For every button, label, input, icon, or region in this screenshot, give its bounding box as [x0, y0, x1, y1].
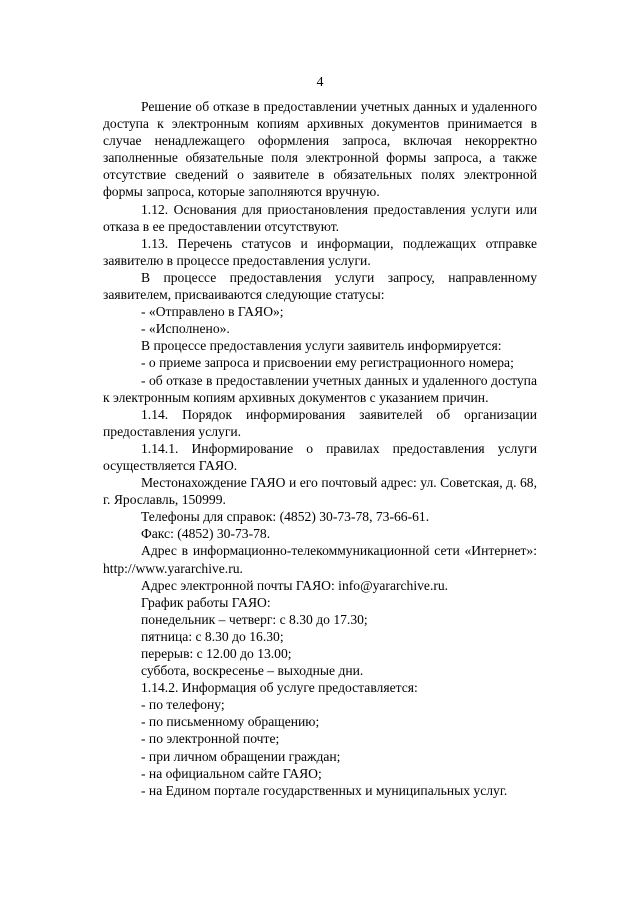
list-item: - на официальном сайте ГАЯО;	[141, 765, 322, 781]
schedule-heading: График работы ГАЯО:	[141, 594, 271, 610]
list-item: - на Едином портале государственных и муниципальных услуг.	[141, 782, 508, 798]
schedule-item: понедельник – четверг: с 8.30 до 17.30;	[141, 611, 368, 627]
list-item: - «Исполнено».	[141, 321, 230, 337]
email-line: Адрес электронной почты ГАЯО: info@yararchive.ru.	[141, 577, 449, 593]
schedule-item: перерыв: с 12.00 до 13.00;	[141, 646, 292, 661]
phone-line: Телефоны для справок: (4852) 30-73-78, 73-66-61.	[141, 509, 430, 525]
page-number: 4	[316, 75, 324, 90]
paragraph: 1.12. Основания для приостановления предоставления услуги или отказа в ее предоставлении отсутствуют.	[103, 201, 537, 234]
list-item: - о приеме запроса и присвоении ему регистрационного номера;	[141, 355, 514, 371]
schedule-item: пятница: с 8.30 до 16.30;	[141, 628, 284, 644]
paragraph: В процессе предоставления услуги запросу, направленному заявителем, присваиваются следующие статусы:	[103, 269, 537, 303]
list-item: - по электронной почте;	[141, 731, 280, 747]
list-item: - по письменному обращению;	[141, 714, 320, 730]
paragraph: 1.14.1. Информирование о правилах предоставления услуги осуществляется ГАЯО.	[103, 440, 537, 473]
list-item: - об отказе в предоставлении учетных данных и удаленного доступа к электронным копиям архивных документов с указанием причин.	[103, 372, 537, 405]
paragraph: В процессе предоставления услуги заявитель информируется:	[141, 338, 502, 354]
list-item: - по телефону;	[141, 697, 225, 713]
list-item: - «Отправлено в ГАЯО»;	[141, 304, 284, 320]
paragraph: 1.13. Перечень статусов и информации, подлежащих отправке заявителю в процессе предоставления услуги.	[103, 235, 537, 268]
document-body	[103, 98, 537, 799]
paragraph: Решение об отказе в предоставлении учетных данных и удаленного доступа к электронным копиям архивных документов принимается в случае ненадлежащего оформления запроса, включая некорректно заполненные обязательные поля электронной формы запроса, а также отсутствие сведений о заявителе в обязательных полях электронной формы запроса, которые заполняются вручную.	[103, 99, 537, 200]
website-line: Адрес в информационно-телекоммуникационной сети «Интернет»: http://www.yararchive.ru.	[103, 543, 537, 576]
section-heading: 1.14. Порядок информирования заявителей об организации предоставления услуги.	[103, 406, 537, 439]
paragraph: 1.14.2. Информация об услуге предоставляется:	[141, 680, 418, 696]
fax-line: Факс: (4852) 30-73-78.	[141, 526, 271, 542]
list-item: - при личном обращении граждан;	[141, 748, 341, 764]
schedule-item: суббота, воскресенье – выходные дни.	[141, 663, 364, 679]
address-line: Местонахождение ГАЯО и его почтовый адрес: ул. Советская, д. 68, г. Ярославль, 150999.	[103, 475, 537, 508]
